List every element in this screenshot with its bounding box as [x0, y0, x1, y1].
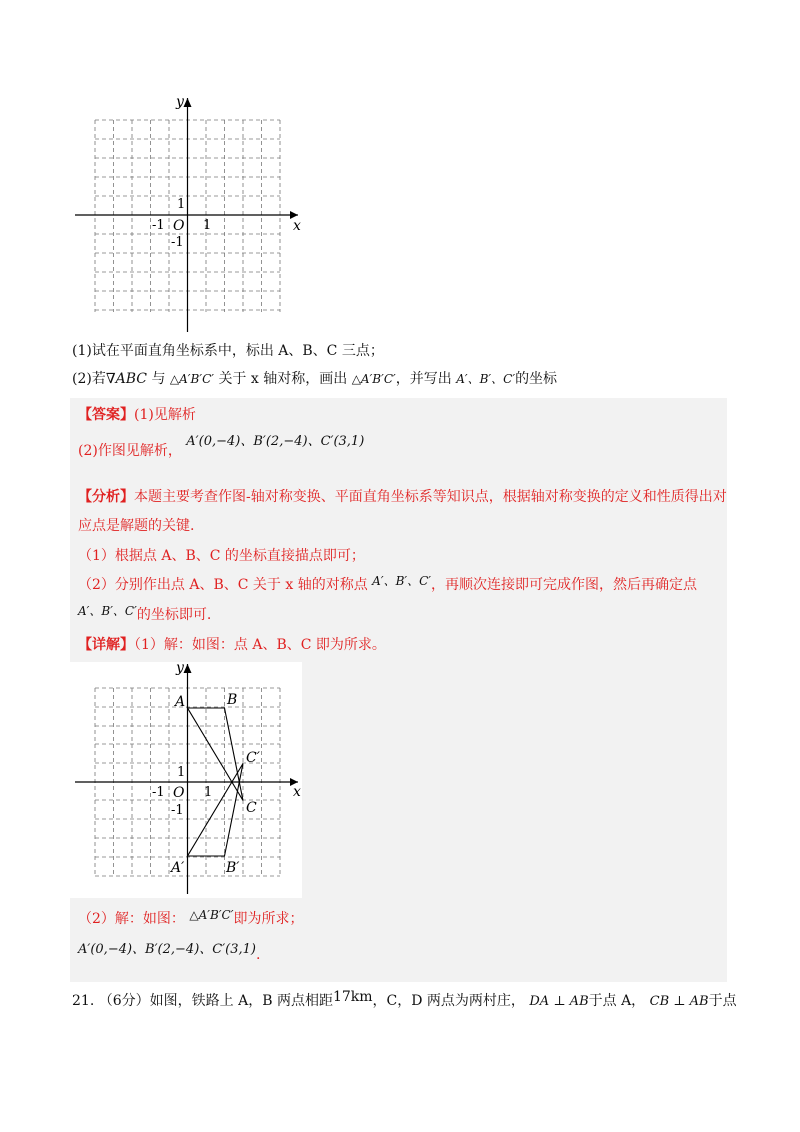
tick-x-pos: 1: [203, 218, 212, 233]
point-A-label: A: [175, 694, 186, 710]
analysis-tag: 【分析】: [78, 489, 134, 505]
detail-line2-prefix: （2）解：如图：: [78, 911, 185, 927]
q2-tri3: △A′B′C′: [351, 372, 396, 386]
detail-line2-suffix: 即为所求；: [233, 911, 304, 927]
q21-text2: ，C，D 两点为两村庄，: [372, 993, 525, 1009]
question-part-2: [72, 368, 557, 390]
q2-mid1: 与: [151, 371, 166, 387]
detail-text-1: （1）解：如图：点 A、B、C 即为所求。: [134, 637, 386, 653]
analysis-line-2: 应点是解题的关键.: [78, 518, 195, 534]
q2-tri2: △A′B′C′: [169, 372, 214, 386]
tick-x-neg: -1: [152, 785, 165, 800]
tick-y-neg: -1: [171, 803, 184, 818]
detail-line-2: [78, 908, 303, 930]
point-A2-label: A′: [171, 860, 185, 876]
q21-perp1: DA ⊥ AB: [529, 994, 589, 1009]
origin-label: O: [173, 218, 185, 234]
tick-y-pos: 1: [177, 765, 186, 780]
triangle-ABC: [188, 708, 244, 801]
y-axis-label: y: [176, 94, 184, 110]
answer-line-1: [78, 404, 196, 426]
answer-a1: (1)见解析: [134, 407, 196, 423]
answer-a2-coords: A′(0,−4)、B′(2,−4)、C′(3,1): [186, 434, 365, 449]
q21-text1: 如图，铁路上 A，B 两点相距: [149, 993, 333, 1009]
point-B-label: B: [227, 692, 238, 708]
answer-line-2: [78, 434, 365, 463]
detail-line-3: [78, 938, 260, 961]
question-21: [72, 990, 737, 1013]
question-part-1: (1)试在平面直角坐标系中，标出 A、B、C 三点；: [72, 343, 384, 359]
q21-perp2: CB ⊥ AB: [649, 994, 709, 1009]
q21-score: （6分）: [98, 993, 150, 1009]
detail-line3-dot: .: [255, 947, 261, 963]
q21-distance: 17km: [332, 989, 373, 1005]
detail-line3-coords: A′(0,−4)、B′(2,−4)、C′(3,1): [78, 942, 256, 957]
q21-text4: 于点: [708, 993, 737, 1009]
q2-suffix: 的坐标: [515, 371, 558, 387]
analysis-line5-points: A′、B′、C′: [78, 604, 137, 618]
q21-number: 21.: [72, 993, 95, 1009]
q2-mid2: 关于 x 轴对称，画出: [218, 371, 348, 387]
tick-y-neg: -1: [171, 235, 184, 250]
coordinate-grid-2: [70, 658, 310, 898]
x-axis-label: x: [293, 218, 301, 234]
analysis-line4-points: A′、B′、C′: [372, 574, 432, 588]
analysis-text-1: 本题主要考查作图-轴对称变换、平面直角坐标系等知识点，根据轴对称变换的定义和性质得出对: [134, 489, 727, 505]
analysis-line-1: [78, 486, 727, 508]
tick-x-pos: 1: [204, 785, 213, 800]
origin-label: O: [173, 785, 185, 801]
q2-prefix: (2)若: [72, 371, 106, 387]
coordinate-grid-1: [70, 92, 310, 337]
answer-tag: 【答案】: [78, 407, 134, 423]
analysis-line5-suffix: 的坐标即可.: [136, 607, 212, 623]
analysis-line-3: （1）根据点 A、B、C 的坐标直接描点即可；: [78, 548, 365, 564]
detail-tag: 【详解】: [78, 637, 134, 653]
x-axis-label: x: [293, 784, 301, 800]
point-B2-label: B′: [226, 860, 240, 876]
point-C-label: C: [246, 800, 257, 816]
analysis-line4-suffix: ，再顺次连接即可完成作图，然后再确定点: [431, 577, 698, 593]
tick-y-pos: 1: [177, 197, 186, 212]
detail-line-1: [78, 634, 386, 656]
q2-triangle: ∇ABC: [105, 371, 147, 387]
q2-points: A′、B′、C′: [456, 372, 516, 386]
answer-a2-prefix: (2)作图见解析，: [78, 443, 182, 459]
tick-x-neg: -1: [152, 218, 165, 233]
detail-line2-tri: △A′B′C′: [189, 908, 234, 922]
point-C2-label: C′: [246, 750, 260, 766]
analysis-line4-prefix: （2）分别作出点 A、B、C 关于 x 轴的对称点: [78, 577, 368, 593]
analysis-line-5: [78, 604, 211, 626]
q21-text3: 于点 A，: [588, 993, 646, 1009]
analysis-line-4: [78, 574, 697, 596]
y-axis-label: y: [176, 660, 184, 676]
q2-mid3: ，并写出: [395, 371, 452, 387]
triangle-A2B2C2: [188, 764, 244, 857]
